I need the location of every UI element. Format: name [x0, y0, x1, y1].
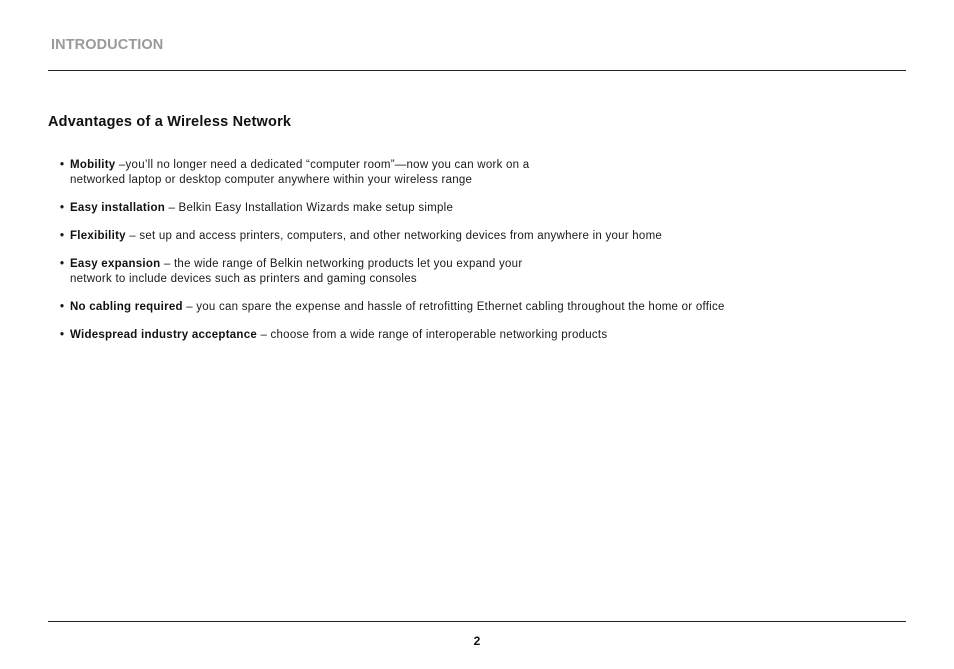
list-item-mobility: [60, 158, 880, 188]
bullet-dot: •: [60, 159, 65, 171]
item-term: Easy expansion: [70, 258, 161, 270]
page-heading: Advantages of a Wireless Network: [48, 114, 292, 130]
item-term: Flexibility: [70, 230, 126, 242]
bullet-dot: •: [60, 301, 65, 313]
page-number: 2: [473, 634, 481, 648]
item-text: – Belkin Easy Installation Wizards make setup simple: [165, 202, 454, 214]
item-text: –you’ll no longer need a dedicated “computer room”—now you can work on a: [115, 159, 530, 171]
bullet-dot: •: [60, 329, 65, 341]
item-text: – choose from a wide range of interoperable networking products: [257, 329, 608, 341]
item-term: Widespread industry acceptance: [70, 329, 257, 341]
list-item-easy-expansion: [60, 257, 880, 287]
item-text: – the wide range of Belkin networking products let you expand your: [160, 258, 523, 270]
item-text: – set up and access printers, computers, and other networking devices from anywhere in your home: [125, 230, 663, 242]
list-item-flexibility: [60, 229, 880, 244]
list-item-industry-acceptance: [60, 328, 880, 343]
item-term: Mobility: [70, 159, 116, 171]
bullet-dot: •: [60, 230, 65, 242]
item-text-continued: networked laptop or desktop computer anywhere within your wireless range: [70, 174, 473, 186]
item-term: No cabling required: [70, 301, 183, 313]
advantages-list: [60, 158, 880, 356]
item-text: – you can spare the expense and hassle of retrofitting Ethernet cabling throughout the home or office: [182, 301, 725, 313]
list-item-no-cabling: [60, 300, 880, 315]
bullet-dot: •: [60, 258, 65, 270]
footer-divider: [48, 621, 906, 622]
list-item-easy-installation: [60, 201, 880, 216]
item-term: Easy installation: [70, 202, 166, 214]
header-divider: [48, 70, 906, 71]
item-text-continued: network to include devices such as printers and gaming consoles: [70, 273, 417, 285]
section-label: INTRODUCTION: [51, 37, 164, 53]
bullet-dot: •: [60, 202, 65, 214]
